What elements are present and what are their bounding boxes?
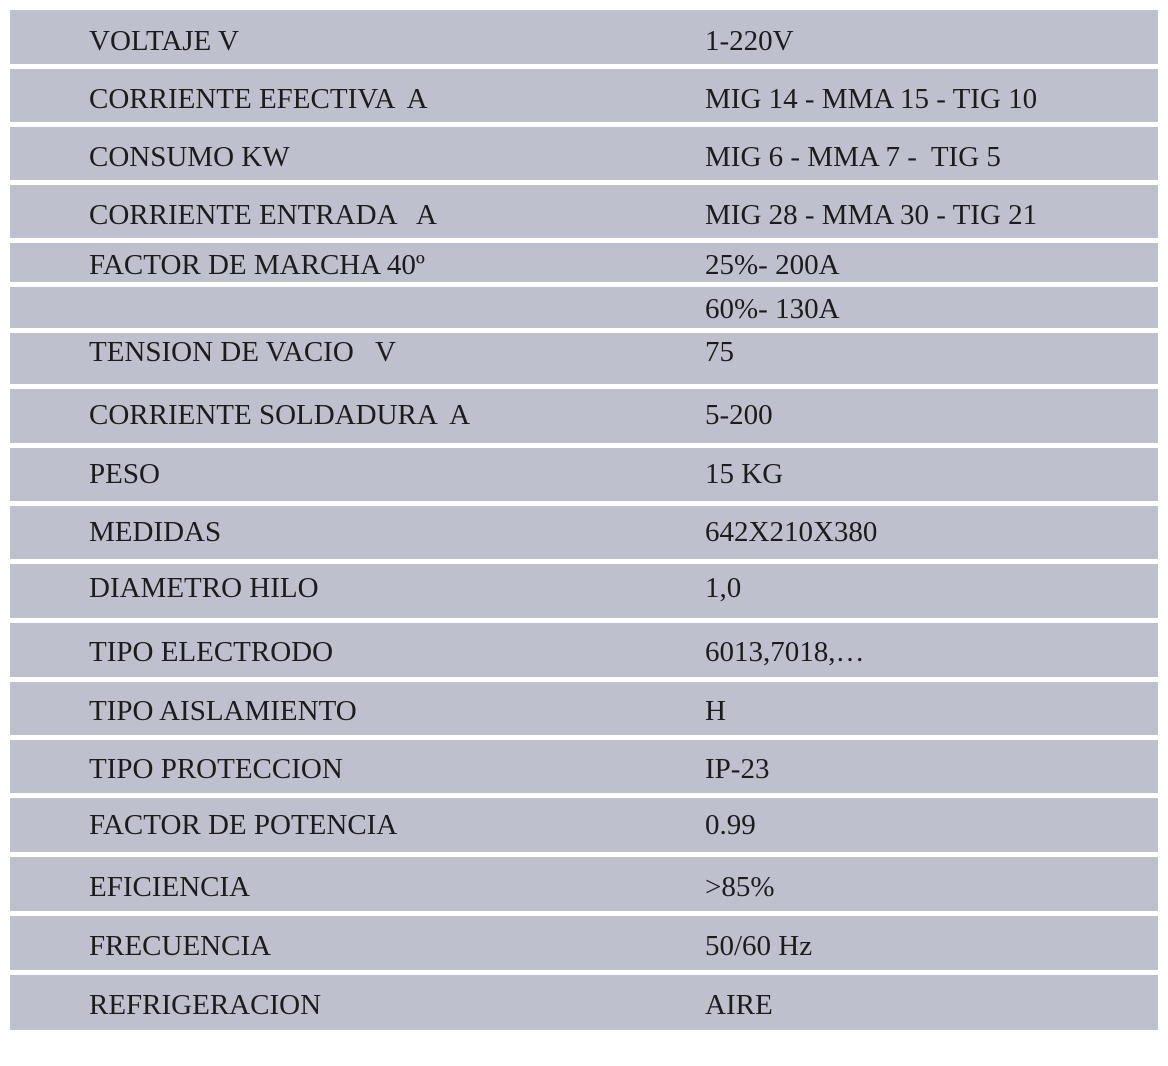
- spec-value: MIG 6 - MMA 7 - TIG 5: [705, 141, 1001, 173]
- table-row: [10, 564, 1158, 618]
- spec-value: 0.99: [705, 809, 756, 841]
- table-row: [10, 975, 1158, 1030]
- table-row: [10, 287, 1158, 328]
- spec-label: MEDIDAS: [89, 516, 222, 548]
- table-row: [10, 682, 1158, 735]
- table-row: [10, 740, 1158, 793]
- spec-label: REFRIGERACION: [89, 989, 322, 1021]
- spec-value: 6013,7018,…: [705, 636, 865, 668]
- spec-label: TIPO AISLAMIENTO: [89, 695, 357, 727]
- specifications-table: [10, 10, 1158, 1035]
- spec-label: PESO: [89, 458, 160, 490]
- table-row: [10, 798, 1158, 852]
- spec-label: TIPO ELECTRODO: [89, 636, 334, 668]
- spec-value: 75: [705, 336, 734, 368]
- spec-value: 5-200: [705, 399, 773, 431]
- spec-label: CORRIENTE EFECTIVA A: [89, 83, 428, 115]
- spec-value: MIG 14 - MMA 15 - TIG 10: [705, 83, 1038, 115]
- table-row: [10, 857, 1158, 911]
- spec-label: FACTOR DE MARCHA 40º: [89, 249, 425, 281]
- spec-label: TIPO PROTECCION: [89, 753, 343, 785]
- spec-label: CORRIENTE SOLDADURA A: [89, 399, 471, 431]
- table-row: [10, 448, 1158, 501]
- spec-label: TENSION DE VACIO V: [89, 336, 396, 368]
- table-row: [10, 389, 1158, 443]
- spec-value: 50/60 Hz: [705, 930, 813, 962]
- spec-value: MIG 28 - MMA 30 - TIG 21: [705, 199, 1038, 231]
- spec-value: 60%- 130A: [705, 293, 840, 325]
- spec-value: AIRE: [705, 989, 773, 1021]
- spec-value: 1,0: [705, 572, 742, 604]
- spec-value: 642X210X380: [705, 516, 878, 548]
- table-row: [10, 506, 1158, 559]
- spec-value: 25%- 200A: [705, 249, 840, 281]
- spec-label: VOLTAJE V: [89, 25, 239, 57]
- spec-value: 15 KG: [705, 458, 784, 490]
- spec-value: H: [705, 695, 726, 727]
- table-row: [10, 243, 1158, 282]
- table-row: [10, 69, 1158, 122]
- spec-label: FACTOR DE POTENCIA: [89, 809, 398, 841]
- table-row: [10, 623, 1158, 677]
- spec-label: CONSUMO KW: [89, 141, 290, 173]
- table-row: [10, 10, 1158, 64]
- spec-label: DIAMETRO HILO: [89, 572, 319, 604]
- spec-label: CORRIENTE ENTRADA A: [89, 199, 437, 231]
- spec-value: >85%: [705, 871, 775, 903]
- spec-value: 1-220V: [705, 25, 794, 57]
- spec-label: EFICIENCIA: [89, 871, 251, 903]
- spec-value: IP-23: [705, 753, 770, 785]
- table-row: [10, 185, 1158, 238]
- spec-label: FRECUENCIA: [89, 930, 272, 962]
- table-row: [10, 333, 1158, 384]
- table-row: [10, 127, 1158, 180]
- table-row: [10, 916, 1158, 970]
